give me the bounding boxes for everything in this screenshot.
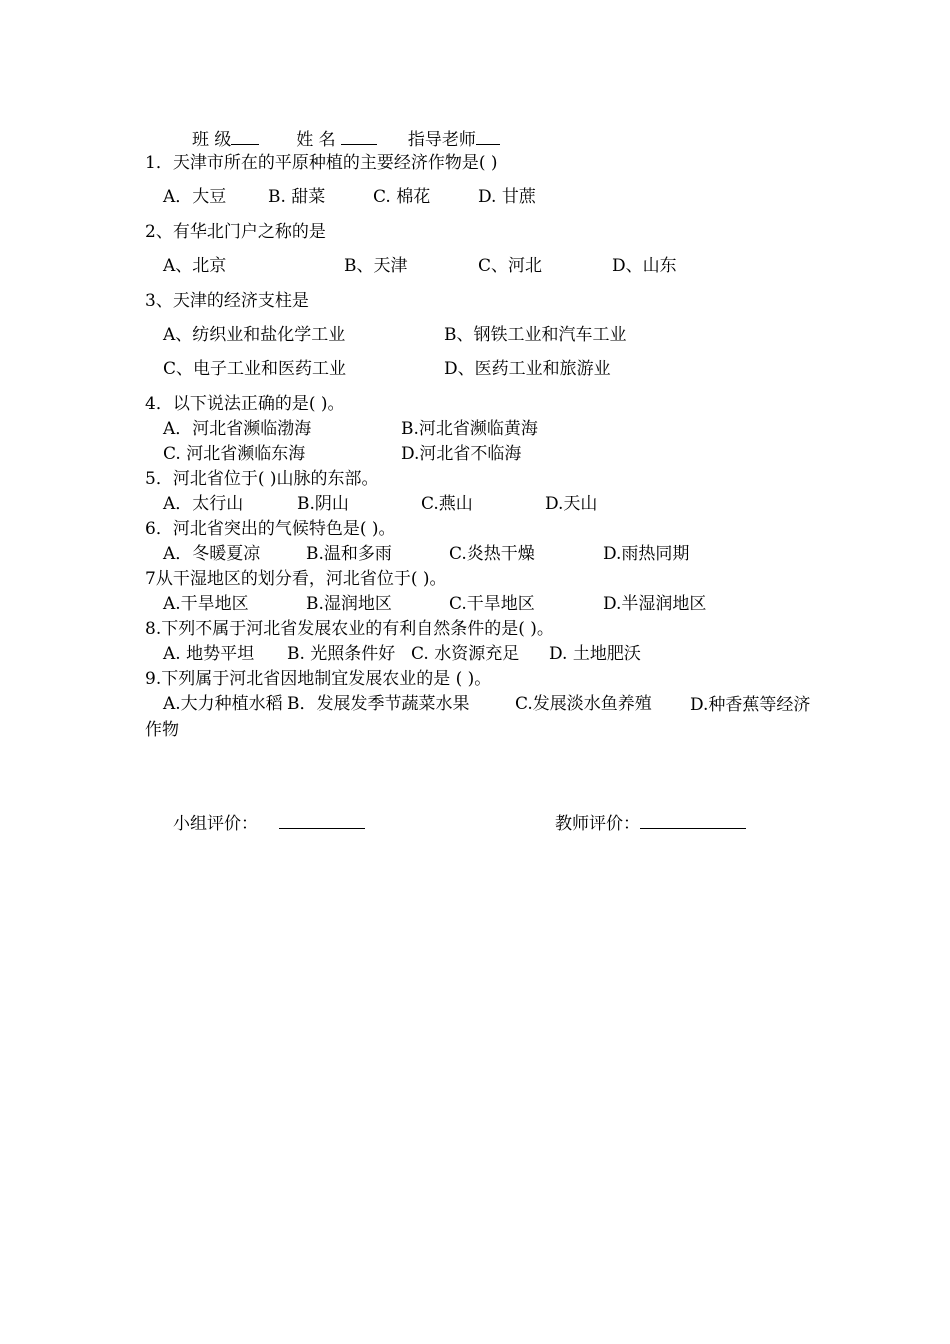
q1-option-b: B. 甜菜 [268,187,326,207]
q9-option-a: A.大力种植水稻 [163,694,283,714]
q3-option-b: B、钢铁工业和汽车工业 [444,325,627,345]
q7-option-d: D.半湿润地区 [603,594,707,614]
teacher-evaluation [555,812,746,835]
q6-option-d: D.雨热同期 [603,544,690,564]
question-5: 5．河北省位于( )山脉的东部。 [145,469,379,489]
q6-option-c: C.炎热干燥 [449,544,535,564]
teacher-eval-blank[interactable] [640,812,746,829]
teacher-blank [476,128,500,145]
question-1: 1．天津市所在的平原种植的主要经济作物是( ) [145,153,498,173]
q6-option-a: A．冬暖夏凉 [163,544,261,564]
name-blank [341,128,377,145]
question-8: 8.下列不属于河北省发展农业的有利自然条件的是( )。 [145,619,554,639]
q3-option-c: C、电子工业和医药工业 [163,359,347,379]
q9-option-d: D.种香蕉等经济作物 [145,695,811,740]
q5-option-d: D.天山 [545,494,598,514]
group-eval-blank[interactable] [279,812,365,829]
q8-option-d: D. 土地肥沃 [549,644,641,664]
question-3: 3、天津的经济支柱是 [145,291,309,311]
question-9: 9.下列属于河北省因地制宜发展农业的是 ( )。 [145,669,492,689]
q9-option-b: B．发展发季节蔬菜水果 [287,694,470,714]
question-6: 6．河北省突出的气候特色是( )。 [145,519,396,539]
class-blank [231,128,259,145]
question-4: 4．以下说法正确的是( )。 [145,394,345,414]
teacher-eval-label: 教师评价： [555,814,640,834]
q7-option-c: C.干旱地区 [449,594,535,614]
question-2: 2、有华北门户之称的是 [145,222,326,242]
q8-option-c: C. 水资源充足 [411,644,520,664]
q4-option-d: D.河北省不临海 [401,444,522,464]
q2-option-a: A、北京 [163,256,227,276]
student-info-row [192,128,500,151]
q2-option-c: C、河北 [478,256,543,276]
class-label: 班 级 [192,130,232,150]
q2-option-b: B、天津 [344,256,408,276]
group-eval-label: 小组评价： [173,814,258,834]
q9-option-c: C.发展淡水鱼养殖 [515,694,652,714]
q4-option-a: A．河北省濒临渤海 [163,419,312,439]
question-7: 7从干湿地区的划分看，河北省位于( )。 [145,569,447,589]
q1-option-d: D. 甘蔗 [478,187,536,207]
q8-option-b: B. 光照条件好 [287,644,396,664]
name-label: 姓 名 [296,130,336,150]
q5-option-c: C.燕山 [421,494,473,514]
q4-option-c: C. 河北省濒临东海 [163,444,306,464]
q3-option-d: D、医药工业和旅游业 [444,359,611,379]
q5-option-a: A．太行山 [163,494,244,514]
q7-option-a: A.干旱地区 [163,594,249,614]
q3-option-a: A、纺织业和盐化学工业 [163,325,346,345]
q1-option-c: C. 棉花 [373,187,431,207]
q1-option-a: A．大豆 [163,187,227,207]
q4-option-b: B.河北省濒临黄海 [401,419,538,439]
q8-option-a: A. 地势平坦 [163,644,255,664]
q6-option-b: B.温和多雨 [306,544,392,564]
q2-option-d: D、山东 [612,256,677,276]
group-evaluation [173,812,365,835]
q7-option-b: B.湿润地区 [306,594,392,614]
teacher-label: 指导老师 [407,130,476,150]
q5-option-b: B.阴山 [297,494,349,514]
